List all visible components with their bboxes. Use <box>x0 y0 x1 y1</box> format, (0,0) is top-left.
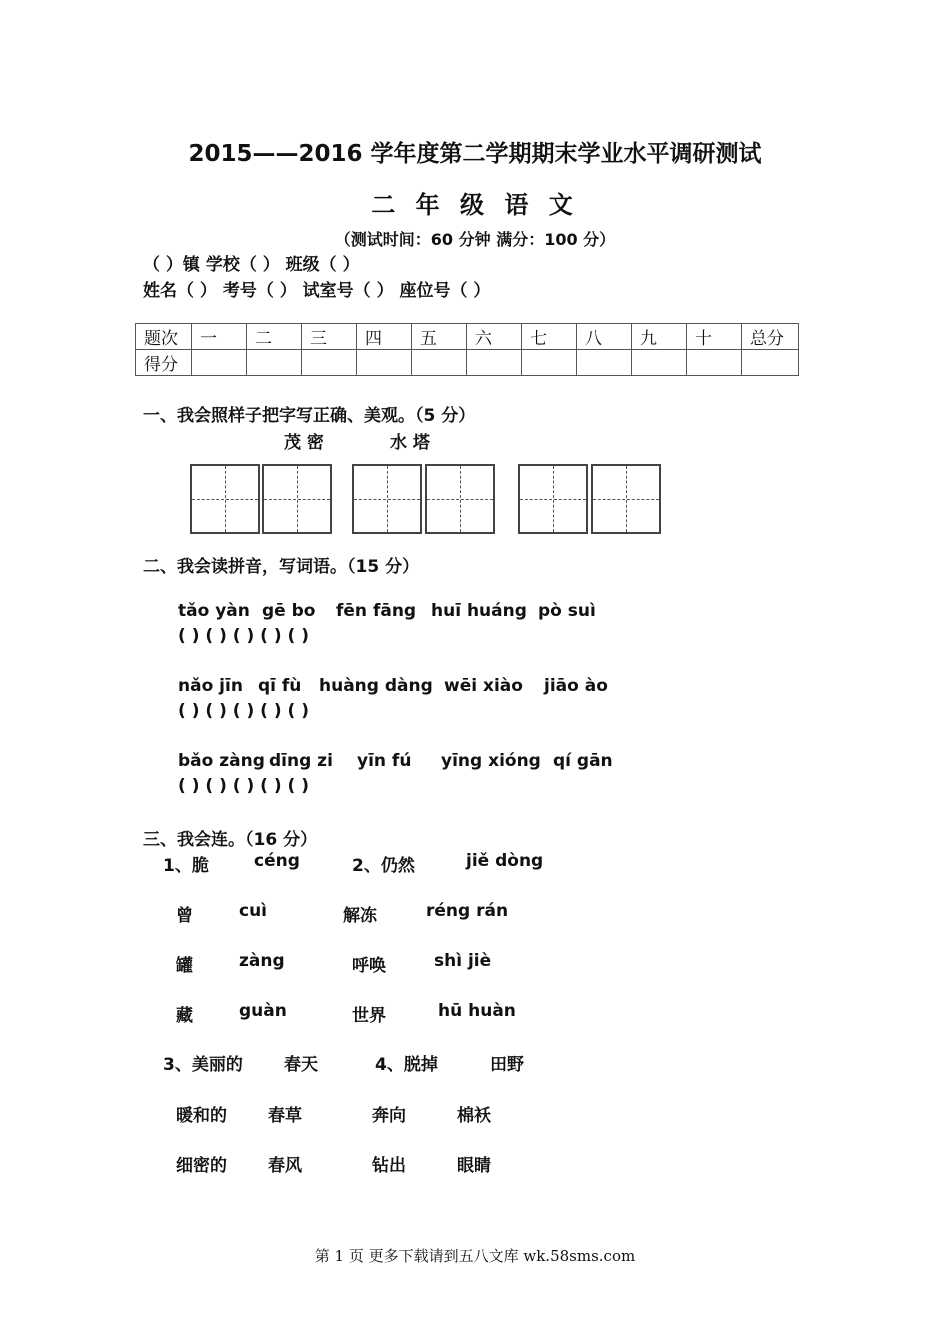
score-blank[interactable] <box>687 350 742 376</box>
writing-grid-box[interactable] <box>352 464 422 534</box>
group4-head-b: 田野 <box>490 1055 524 1075</box>
pinyin-item: dīng zi <box>269 751 333 771</box>
section1-title: 一、我会照样子把字写正确、美观。（5 分） <box>143 406 476 426</box>
pinyin-item: gē bo <box>262 601 316 621</box>
pinyin-item: jiāo ào <box>544 676 608 696</box>
score-table <box>135 323 799 376</box>
match-item[interactable]: cuì <box>239 901 268 921</box>
score-blank[interactable] <box>522 350 577 376</box>
match-item[interactable]: shì jiè <box>434 951 492 971</box>
match-item[interactable]: 钻出 <box>372 1156 406 1176</box>
writing-grid-box[interactable] <box>518 464 588 534</box>
score-table-header-row <box>136 324 799 350</box>
score-cell: 题次 <box>136 324 192 350</box>
pinyin-item: yīn fú <box>357 751 412 771</box>
score-cell: 十 <box>687 324 742 350</box>
score-cell: 四 <box>357 324 412 350</box>
writing-grid-box[interactable] <box>190 464 260 534</box>
match-item[interactable]: réng rán <box>426 901 509 921</box>
score-cell: 七 <box>522 324 577 350</box>
score-blank[interactable] <box>577 350 632 376</box>
answer-parens[interactable]: ( ) ( ) ( ) ( ) ( ) <box>178 626 309 646</box>
match-item[interactable]: 暖和的 <box>176 1106 227 1126</box>
score-blank[interactable] <box>742 350 799 376</box>
pinyin-item: tǎo yàn <box>178 601 250 621</box>
score-cell: 三 <box>302 324 357 350</box>
pinyin-item: huī huáng <box>431 601 527 621</box>
sample-word-1: 茂 密 <box>284 433 324 453</box>
score-blank[interactable] <box>412 350 467 376</box>
section3-title: 三、我会连。（16 分） <box>143 830 318 850</box>
match-item[interactable]: 春草 <box>268 1106 302 1126</box>
score-blank[interactable] <box>302 350 357 376</box>
writing-grid-box[interactable] <box>262 464 332 534</box>
group1-head-pinyin: céng <box>254 851 300 871</box>
score-row-label: 得分 <box>136 350 192 376</box>
score-blank[interactable] <box>192 350 247 376</box>
pinyin-item: yīng xióng <box>441 751 541 771</box>
match-item[interactable]: zàng <box>239 951 285 971</box>
group2-head: 2、仍然 <box>352 856 415 876</box>
answer-parens[interactable]: ( ) ( ) ( ) ( ) ( ) <box>178 776 309 796</box>
score-blank[interactable] <box>357 350 412 376</box>
group2-head-pinyin: jiě dòng <box>466 851 544 871</box>
score-cell: 九 <box>632 324 687 350</box>
match-item[interactable]: 奔向 <box>372 1106 406 1126</box>
pinyin-item: qī fù <box>258 676 302 696</box>
score-cell: 六 <box>467 324 522 350</box>
match-item[interactable]: 解冻 <box>343 906 377 926</box>
group4-head: 4、脱掉 <box>375 1055 438 1075</box>
answer-parens[interactable]: ( ) ( ) ( ) ( ) ( ) <box>178 701 309 721</box>
match-item[interactable]: guàn <box>239 1001 287 1021</box>
match-item[interactable]: 藏 <box>176 1006 193 1026</box>
score-blank[interactable] <box>247 350 302 376</box>
match-item[interactable]: 春风 <box>268 1156 302 1176</box>
pinyin-item: nǎo jīn <box>178 676 243 696</box>
score-table-score-row <box>136 350 799 376</box>
pinyin-item: qí gān <box>553 751 613 771</box>
pinyin-item: pò suì <box>538 601 596 621</box>
sample-word-2: 水 塔 <box>390 433 430 453</box>
section2-title: 二、我会读拼音，写词语。（15 分） <box>143 557 420 577</box>
score-blank[interactable] <box>632 350 687 376</box>
score-blank[interactable] <box>467 350 522 376</box>
match-item[interactable]: 眼睛 <box>457 1156 491 1176</box>
student-info-line: 姓名（ ） 考号（ ） 试室号（ ） 座位号（ ） <box>143 281 491 301</box>
pinyin-item: bǎo zàng <box>178 751 265 771</box>
match-item[interactable]: 棉袄 <box>457 1106 491 1126</box>
pinyin-item: huàng dàng <box>319 676 433 696</box>
school-info-line: （ ）镇 学校（ ） 班级（ ） <box>143 255 360 275</box>
writing-grid-box[interactable] <box>591 464 661 534</box>
exam-subtitle: 二 年 级 语 文 <box>371 191 579 219</box>
score-cell: 八 <box>577 324 632 350</box>
match-item[interactable]: 罐 <box>176 956 193 976</box>
score-cell: 一 <box>192 324 247 350</box>
group1-head: 1、脆 <box>163 856 209 876</box>
pinyin-item: fēn fāng <box>336 601 417 621</box>
group3-head: 3、美丽的 <box>163 1055 243 1075</box>
match-item[interactable]: hū huàn <box>438 1001 516 1021</box>
match-item[interactable]: 世界 <box>352 1006 386 1026</box>
pinyin-item: wēi xiào <box>444 676 523 696</box>
score-cell: 总分 <box>742 324 799 350</box>
match-item[interactable]: 呼唤 <box>352 956 386 976</box>
score-cell: 五 <box>412 324 467 350</box>
score-cell: 二 <box>247 324 302 350</box>
exam-time-note: （测试时间：60 分钟 满分：100 分） <box>334 230 616 249</box>
match-item[interactable]: 细密的 <box>176 1156 227 1176</box>
match-item[interactable]: 曾 <box>176 906 193 926</box>
exam-title: 2015——2016 学年度第二学期期末学业水平调研测试 <box>188 141 762 167</box>
writing-grid-box[interactable] <box>425 464 495 534</box>
page-footer: 第 1 页 更多下载请到五八文库 wk.58sms.com <box>314 1247 636 1265</box>
group3-head-b: 春天 <box>284 1055 318 1075</box>
